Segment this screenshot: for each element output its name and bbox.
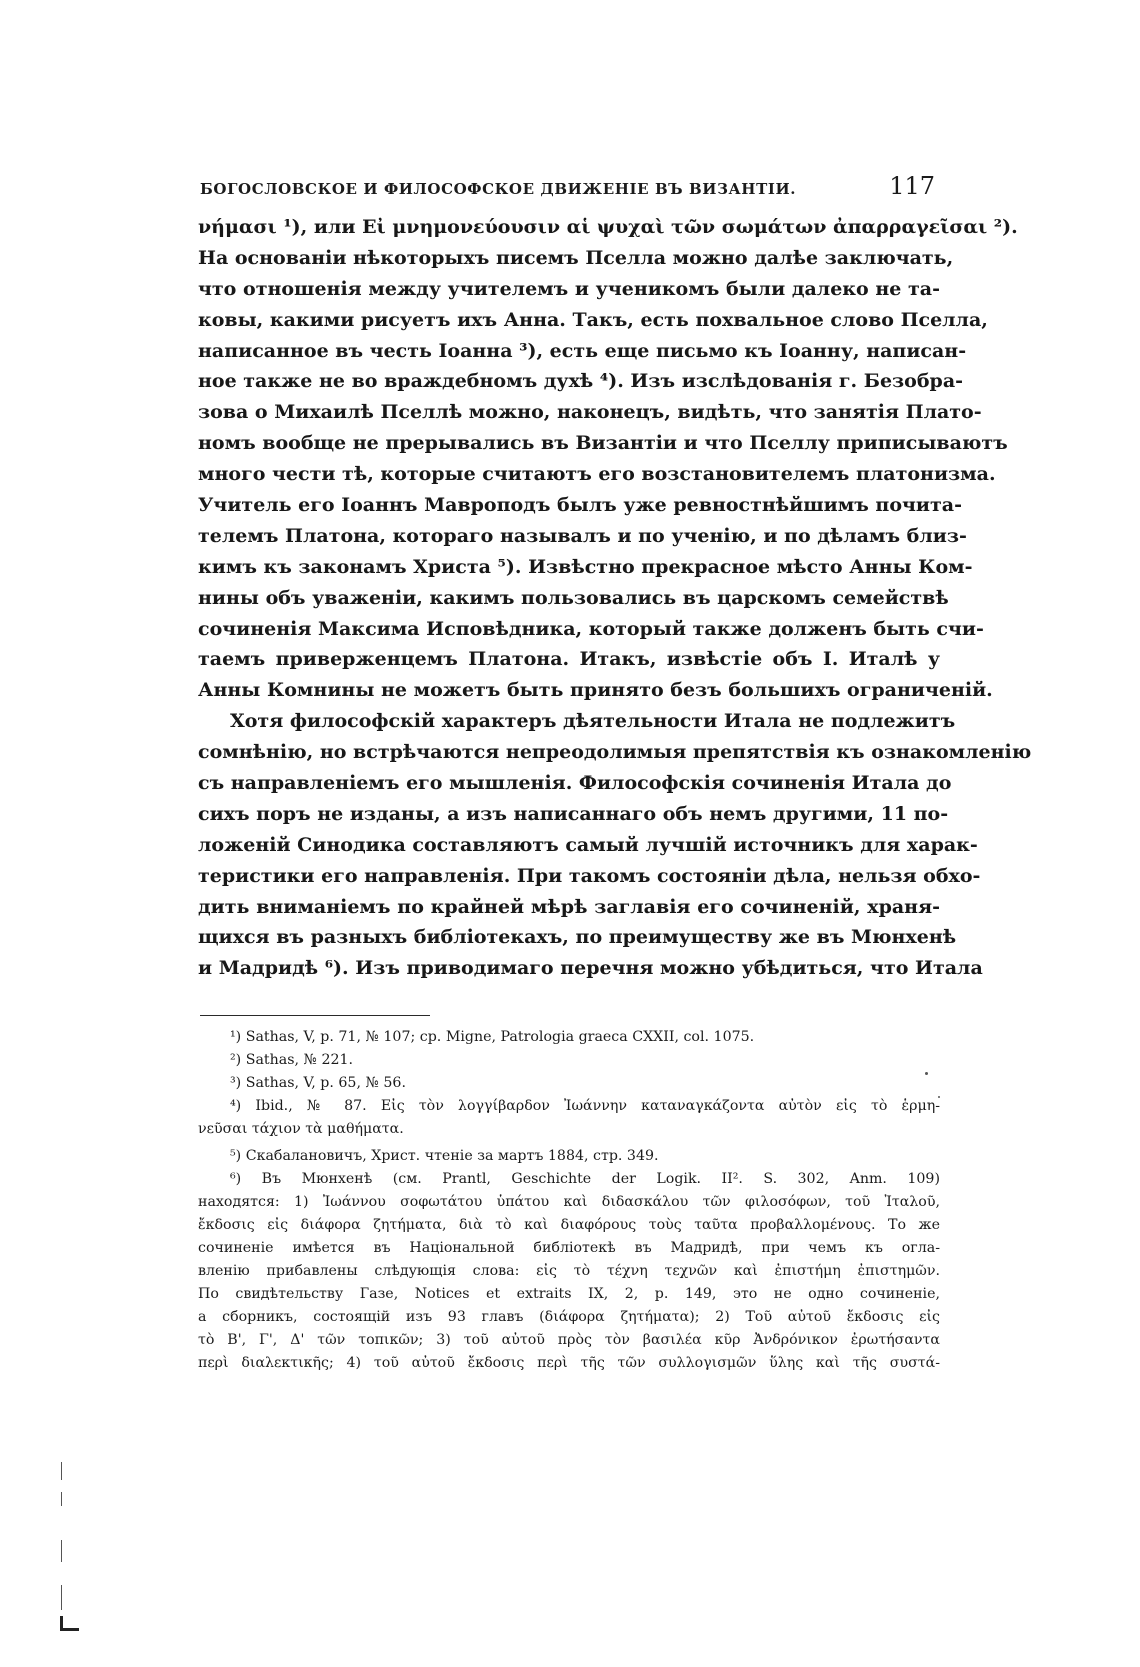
- footnote-line: По свидѣтельству Газе, Notices et extraits IX, 2, p. 149, это не одно сочиненіе,: [198, 1286, 940, 1302]
- text-line: что отношенія между учителемъ и ученикомъ были далеко не та-: [198, 277, 940, 300]
- text-line: Учитель его Іоаннъ Мавроподъ былъ уже ревностнѣйшимъ почита-: [198, 494, 962, 517]
- page-header: [200, 172, 935, 200]
- text-line: номъ вообще не прерывались въ Византіи и что Пселлу приписываютъ: [198, 432, 1008, 455]
- footnote-line: νεῦσαι τάχιον τὰ μαθήματα.: [198, 1121, 404, 1137]
- scan-artifact: [61, 1540, 62, 1562]
- footnote-5: [198, 1145, 940, 1168]
- footnote-line: ⁵) Скабалановичъ, Христ. чтеніе за мартъ 1884, стр. 349.: [230, 1148, 659, 1164]
- text-line: ложеній Синодика составляютъ самый лучшій источникъ для харак-: [198, 833, 978, 856]
- text-line: нины объ уваженіи, какимъ пользовались въ царскомъ семействѣ: [198, 586, 949, 609]
- text-line: таемъ приверженцемъ Платона. Итакъ, извѣстіе объ І. Италѣ у: [198, 648, 940, 671]
- text-line: теристики его направленія. При такомъ состояніи дѣла, нельзя обхо-: [198, 864, 981, 887]
- text-line: сихъ поръ не изданы, а изъ написаннаго объ немъ другими, 11 по-: [198, 802, 949, 825]
- footnote-line: находятся: 1) Ἰωάννου σοφωτάτου ὑπάτου καὶ διδασκάλου τῶν φιλοσόφων, τοῦ Ἰταλοῦ,: [198, 1194, 940, 1210]
- footnote-line: ἔκδοσις εἰς διάφορα ζητήματα, διὰ τὸ καὶ διαφόρους τοὺς ταῦτα προβαλλομένους. То же: [198, 1217, 940, 1233]
- text-line: телемъ Платона, котораго называлъ и по ученію, и по дѣламъ близ-: [198, 524, 967, 547]
- footnote-2: [198, 1049, 940, 1072]
- footnote-line: сочиненіе имѣется въ Національной библіотекѣ въ Мадридѣ, при чемъ къ огла-: [198, 1240, 940, 1256]
- footnote-line: τὸ Β', Γ', Δ' τῶν τοπικῶν; 3) τοῦ αὐτοῦ πρὸς τὸν βασιλέα κῦρ Ἀνδρόνικον ἐρωτήσαντα: [198, 1332, 940, 1348]
- scan-artifact: [61, 1462, 62, 1480]
- text-line: νήμασι ¹), или Εἰ μνημονεύουσιν αἱ ψυχαὶ τῶν σωμάτων ἀπαρραγεῖσαι ²).: [198, 216, 1018, 238]
- footnote-line: а сборникъ, состоящій изъ 93 главъ (διάφορα ζητήματα); 2) Τοῦ αὐτοῦ ἔκδοσις εἰς: [198, 1309, 940, 1325]
- scan-corner-mark: [60, 1616, 79, 1631]
- text-line: щихся въ разныхъ библіотекахъ, по преимуществу же въ Мюнхенѣ: [198, 926, 957, 949]
- scan-artifact: [61, 1492, 62, 1506]
- text-line: На основаніи нѣкоторыхъ писемъ Пселла можно далѣе заключать,: [198, 246, 954, 269]
- footnotes: [198, 1026, 940, 1375]
- footnote-line: ⁴) Ibid., № 87. Εἰς τὸν λογγίβαρδον Ἰωάννην καταναγκάζοντα αὐτὸν εἰς τὸ ἑρμη-: [230, 1098, 940, 1114]
- text-line: зова о Михаилѣ Пселлѣ можно, наконецъ, видѣть, что занятія Плато-: [198, 401, 982, 424]
- paragraph-1: [198, 212, 1018, 706]
- text-line: ное также не во враждебномъ духѣ ⁴). Изъ изслѣдованія г. Безобра-: [198, 370, 964, 393]
- footnote-line: ²) Sathas, № 221.: [230, 1052, 354, 1068]
- text-line: ковы, какими рисуетъ ихъ Анна. Такъ, есть похвальное слово Пселла,: [198, 308, 988, 331]
- text-line: Анны Комнины не можетъ быть принято безъ большихъ ограниченій.: [198, 679, 993, 702]
- text-line: написанное въ честь Іоанна ³), есть еще письмо къ Іоанну, написан-: [198, 339, 967, 362]
- footnote-divider: [200, 1015, 430, 1016]
- text-line: Хотя философскій характеръ дѣятельности Итала не подлежитъ: [230, 710, 956, 733]
- footnote-4: [198, 1095, 940, 1141]
- footnote-line: ⁶) Въ Мюнхенѣ (см. Prantl, Geschichte der Logik. II². S. 302, Anm. 109): [230, 1171, 940, 1187]
- footnote-6: [198, 1168, 940, 1375]
- text-line: кимъ къ законамъ Христа ⁵). Извѣстно прекрасное мѣсто Анны Ком-: [198, 555, 973, 578]
- text-line: и Мадридѣ ⁶). Изъ приводимаго перечня можно убѣдиться, что Итала: [198, 957, 983, 980]
- footnote-line: вленію прибавлены слѣдующія слова: εἰς τὸ τέχνη τεχνῶν καὶ ἐπιστήμη ἐπιστημῶν.: [198, 1263, 940, 1279]
- running-title: БОГОСЛОВСКОЕ И ФИЛОСОФСКОЕ ДВИЖЕНІЕ ВЪ ВИЗАНТІИ.: [200, 180, 797, 198]
- text-line: сомнѣнію, но встрѣчаются непреодолимыя препятствія къ ознакомленію: [198, 741, 1032, 764]
- main-text: [198, 212, 1032, 984]
- footnote-line: ¹) Sathas, V, p. 71, № 107; cp. Migne, Patrologia graeca CXXII, col. 1075.: [230, 1029, 755, 1045]
- text-line: дить вниманіемъ по крайней мѣрѣ заглавія его сочиненій, храня-: [198, 895, 940, 918]
- scan-artifact: [61, 1585, 62, 1610]
- text-line: много чести тѣ, которые считаютъ его возстановителемъ платонизма.: [198, 463, 996, 486]
- paragraph-2: [198, 706, 1032, 984]
- footnote-line: ³) Sathas, V, p. 65, № 56.: [230, 1075, 406, 1091]
- scan-speck: [925, 1072, 928, 1075]
- footnote-3: [198, 1072, 940, 1095]
- text-line: сочиненія Максима Исповѣдника, который также долженъ быть счи-: [198, 617, 984, 640]
- text-line: съ направленіемъ его мышленія. Философскія сочиненія Итала до: [198, 772, 952, 795]
- footnote-line: περὶ διαλεκτικῆς; 4) τοῦ αὐτοῦ ἔκδοσις περὶ τῆς τῶν συλλογισμῶν ὕλης καὶ τῆς συστά-: [198, 1355, 940, 1371]
- scan-speck: [938, 1096, 940, 1098]
- page-number: 117: [889, 172, 935, 200]
- footnote-1: [198, 1026, 940, 1049]
